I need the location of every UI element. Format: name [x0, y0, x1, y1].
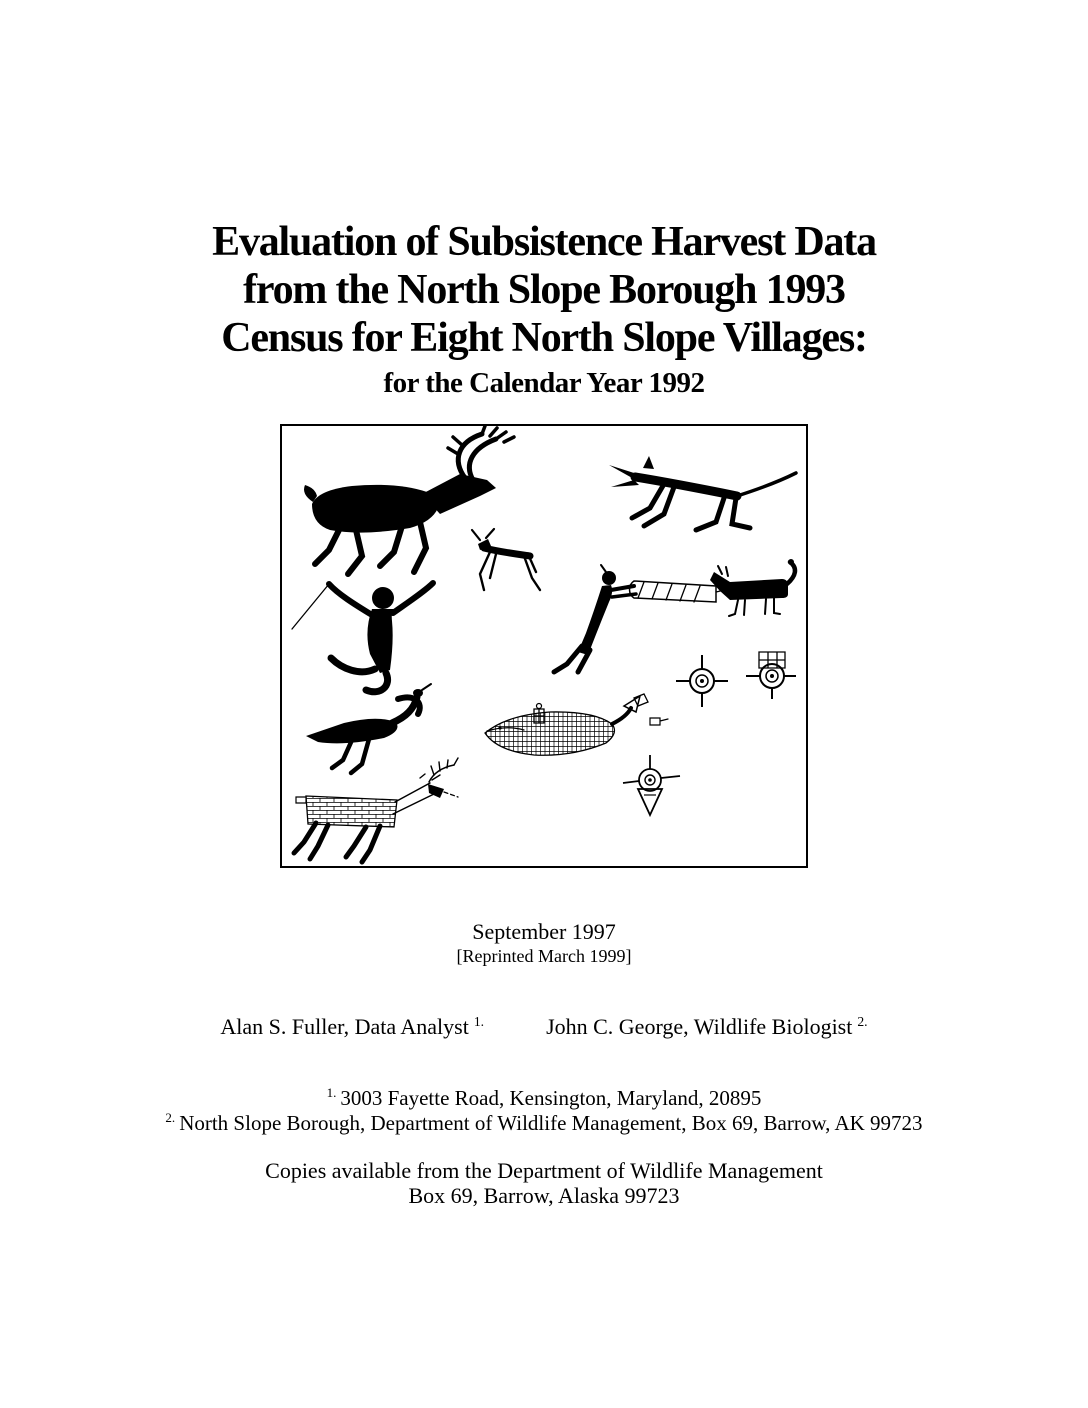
author-2-footnote-ref: 2.: [857, 1013, 868, 1029]
bowhead-whale-figure: [485, 694, 668, 755]
large-caribou-figure: [304, 426, 514, 574]
footnotes-block: [0, 1086, 1088, 1136]
caribou-calf-figure: [472, 529, 540, 590]
availability-block: [0, 1158, 1088, 1208]
authors-row: [0, 1014, 1088, 1040]
dancing-hunter-figure: [292, 583, 433, 714]
availability-line-1: Copies available from the Department of Wildlife Management: [265, 1158, 823, 1183]
availability-line-2: Box 69, Barrow, Alaska 99723: [408, 1183, 680, 1208]
target-symbol-1: [676, 655, 728, 707]
footnote-1-text: 3003 Fayette Road, Kensington, Maryland, 20895: [340, 1086, 762, 1110]
hunter-pulling-figure: [554, 565, 734, 672]
target-float-figure: [623, 755, 680, 815]
crosshatched-caribou-figure: [294, 758, 458, 862]
footnote-2-text: North Slope Borough, Department of Wildlife Management, Box 69, Barrow, AK 99723: [179, 1111, 923, 1135]
author-1-name: Alan S. Fuller, Data Analyst: [220, 1014, 469, 1039]
petroglyph-illustration: [282, 426, 806, 866]
title-line-3: Census for Eight North Slope Villages:: [221, 315, 867, 361]
dog-figure: [710, 559, 795, 616]
author-2-name: John C. George, Wildlife Biologist: [546, 1014, 853, 1039]
title-block: [0, 218, 1088, 404]
publication-date: September 1997: [472, 919, 616, 944]
footnote-1: [0, 1086, 1088, 1111]
reprint-note: [Reprinted March 1999]: [456, 946, 632, 966]
date-block: [0, 920, 1088, 966]
subtitle: for the Calendar Year 1992: [383, 367, 705, 399]
author-1: [220, 1014, 484, 1040]
footnote-1-ref: 1.: [326, 1085, 337, 1100]
harpoon-line: [292, 584, 329, 629]
footnote-2: [0, 1111, 1088, 1136]
title-line-2: from the North Slope Borough 1993: [243, 267, 845, 313]
target-symbol-2-with-grid: [746, 652, 796, 699]
author-1-footnote-ref: 1.: [473, 1013, 485, 1029]
author-2: [546, 1014, 868, 1040]
petroglyph-figure-frame: [280, 424, 808, 868]
title-line-1: Evaluation of Subsistence Harvest Data: [212, 219, 876, 265]
page-title: [0, 218, 1088, 362]
wolf-figure: [609, 456, 796, 530]
footnote-2-ref: 2.: [165, 1110, 176, 1125]
